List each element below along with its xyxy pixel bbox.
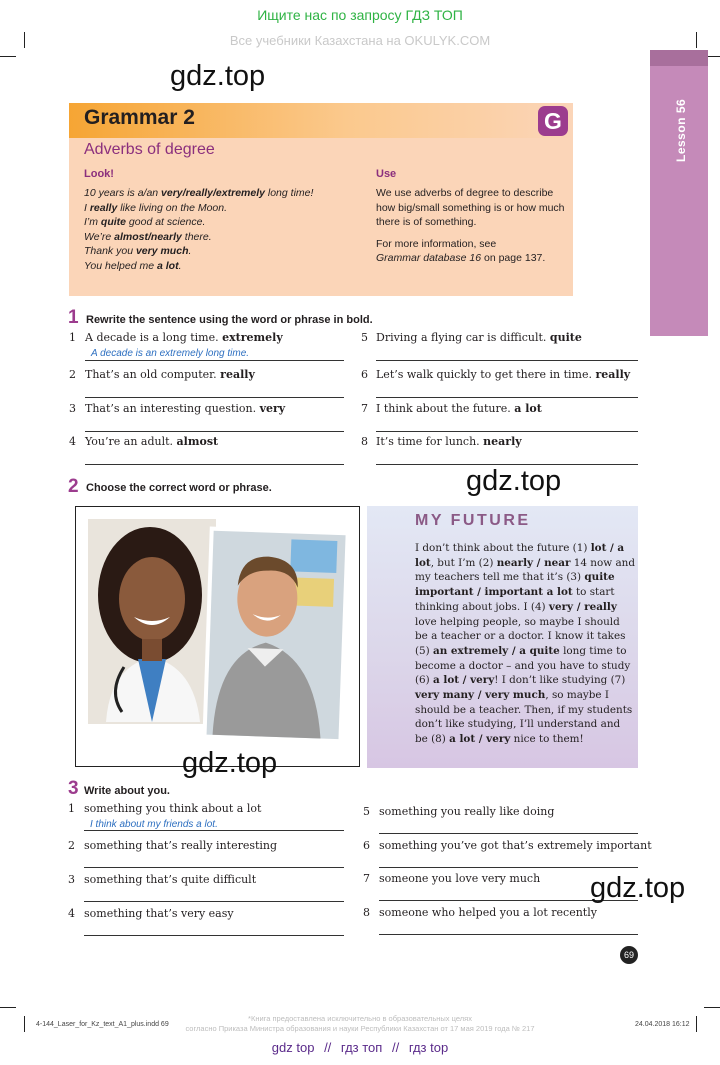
exercise-1-instruction: Rewrite the sentence using the word or phrase in bold. — [86, 314, 373, 326]
look-heading: Look! — [84, 168, 114, 180]
grammar-subtitle: Adverbs of degree — [84, 141, 215, 158]
item-keyword: extremely — [222, 331, 283, 344]
banner-site-text: Все учебники Казахстана на OKULYK.COM — [229, 33, 491, 48]
look-line: I really like living on the Moon. — [84, 201, 228, 214]
text-segment: I don’t think about the future (1) — [415, 542, 591, 554]
exercise-3-item-number: 2 — [68, 839, 75, 852]
bottom-link[interactable]: гдз топ — [340, 1040, 383, 1055]
text-segment: love helping people, so maybe I should be a teacher or a doctor. I know it takes (5) — [415, 615, 626, 657]
exercise-1-item-text — [85, 331, 283, 344]
exercise-3-item-text: something that’s really interesting — [84, 839, 278, 852]
exercise-3-item-text: something that’s very easy — [84, 907, 234, 920]
footer-date: 24.04.2018 16:12 — [635, 1021, 690, 1028]
choice-option[interactable]: nearly / near — [496, 556, 571, 569]
exercise-3-item-number: 5 — [363, 805, 370, 818]
exercise-1-item-number: 8 — [361, 435, 368, 448]
exercise-3-item-text: something you really like doing — [379, 805, 555, 818]
item-keyword: very — [259, 402, 286, 415]
exercise-3-number: 3 — [68, 778, 79, 799]
exercise-3-item-text: something you think about a lot — [84, 802, 262, 815]
look-line: 10 years is a/an very/really/extremely long time! — [84, 187, 314, 199]
use-more: For more information, see — [376, 237, 497, 250]
watermark: gdz.top — [170, 60, 266, 92]
item-keyword: really — [220, 368, 255, 381]
exercise-3-item-number: 3 — [68, 873, 75, 886]
answer-line[interactable] — [376, 431, 638, 432]
handwritten-answer: I think about my friends a lot. — [90, 819, 218, 830]
look-line: We’re almost/nearly there. — [84, 230, 212, 243]
text-segment: to start thinking about jobs. I (4) — [415, 586, 615, 613]
exercise-1-item-number: 2 — [69, 368, 76, 381]
watermark: gdz.top — [182, 747, 278, 779]
look-keyword: really — [89, 201, 118, 214]
exercise-3-item-number: 8 — [363, 906, 370, 919]
text-segment: ! I don’t like studying (7) — [494, 674, 626, 687]
footer-notice: *Книга предоставлена исключительно в образовательных целях — [248, 1014, 472, 1023]
choice-option[interactable]: lot / a lot — [415, 542, 625, 569]
exercise-1-number: 1 — [68, 307, 79, 328]
crop-mark — [696, 1016, 697, 1032]
choice-option[interactable]: an extremely / a quite — [433, 644, 560, 657]
look-keyword: very/really/extremely — [161, 187, 265, 199]
grammar-title: Grammar 2 — [84, 106, 195, 129]
exercise-1-item-number: 3 — [69, 402, 76, 415]
item-sentence: A decade is a long time. — [85, 331, 223, 344]
answer-line[interactable] — [85, 360, 344, 361]
bottom-link[interactable]: гдз top — [408, 1040, 449, 1055]
choice-option[interactable]: very / really — [548, 600, 617, 613]
exercise-1-item-number: 7 — [361, 402, 368, 415]
item-sentence: It’s time for lunch. — [376, 435, 484, 448]
exercise-3-item-number: 6 — [363, 839, 370, 852]
use-ref-tail: on page 137. — [481, 252, 546, 265]
look-line: Thank you very much. — [84, 245, 192, 258]
answer-line[interactable] — [84, 830, 344, 831]
bottom-link[interactable]: gdz top — [271, 1040, 315, 1055]
students-photo — [88, 517, 350, 748]
footer-file: 4-144_Laser_for_Kz_text_A1_plus.indd 69 — [36, 1021, 169, 1028]
text-segment: long time to become a doctor – and you have to study (6) — [415, 644, 631, 687]
lesson-label: Lesson 56 — [674, 98, 688, 162]
doctor-photo — [88, 519, 216, 724]
crop-mark — [704, 1007, 720, 1008]
handwritten-answer: A decade is an extremely long time. — [91, 348, 250, 359]
my-future-text — [415, 541, 635, 747]
exercise-1-item-number: 5 — [361, 331, 368, 344]
exercise-1-item-text — [376, 331, 582, 344]
choice-option[interactable]: a lot / very — [449, 733, 511, 746]
exercise-3-item-number: 4 — [68, 907, 75, 920]
bottom-links — [0, 1040, 720, 1055]
my-future-title: MY FUTURE — [415, 512, 531, 529]
item-keyword: really — [595, 368, 631, 381]
exercise-3-item-text: someone you love very much — [379, 872, 541, 885]
banner-search-text: Ищите нас по запросу ГДЗ ТОП — [257, 7, 463, 23]
watermark: gdz.top — [466, 465, 562, 497]
exercise-3-item-number: 7 — [363, 872, 370, 885]
watermark: gdz.top — [590, 872, 686, 904]
exercise-2-instruction: Choose the correct word or phrase. — [86, 482, 272, 494]
exercise-2-number: 2 — [68, 476, 79, 497]
answer-line[interactable] — [84, 867, 344, 868]
look-examples — [84, 186, 313, 274]
text-segment: nice to them! — [510, 733, 584, 746]
exercise-1-item-text — [85, 402, 285, 415]
answer-line[interactable] — [84, 935, 344, 936]
use-reference — [376, 237, 566, 266]
exercise-3-item-text: something that’s quite difficult — [84, 873, 257, 886]
exercise-3-item-text: something you’ve got that’s extremely important — [379, 839, 652, 852]
answer-line[interactable] — [379, 867, 638, 868]
item-keyword: almost — [176, 435, 219, 448]
crop-mark — [24, 1016, 25, 1032]
exercise-1-item-text — [85, 435, 218, 448]
item-keyword: a lot — [514, 402, 542, 415]
use-text: We use adverbs of degree to describe how big/small something is or how much there is of something. — [376, 187, 565, 229]
exercise-1-item-number: 4 — [69, 435, 76, 448]
crop-mark — [0, 56, 16, 57]
exercise-1-item-text — [376, 402, 542, 415]
answer-line[interactable] — [376, 397, 638, 398]
look-keyword: very much — [135, 245, 189, 258]
footer-notice-2: согласно Приказа Министра образования и науки Республики Казахстан от 17 мая 2019 года № 217 — [185, 1024, 535, 1033]
choice-option[interactable]: quite important / important a lot — [415, 571, 615, 599]
look-line: You helped me a lot. — [84, 259, 182, 272]
answer-line[interactable] — [85, 397, 344, 398]
exercise-1-item-number: 6 — [361, 368, 368, 381]
look-keyword: a lot — [156, 259, 179, 272]
look-keyword: almost/nearly — [114, 230, 182, 243]
link-separator: // — [391, 1040, 400, 1055]
student-photo — [202, 527, 349, 744]
answer-line[interactable] — [85, 431, 344, 432]
item-sentence: That’s an interesting question. — [85, 402, 260, 415]
look-line: I’m quite good at science. — [84, 216, 206, 229]
item-sentence: Let’s walk quickly to get there in time. — [376, 368, 596, 381]
look-keyword: quite — [100, 216, 127, 229]
text-segment: , so maybe I should be a teacher. Then, if my students don’t like studying, I’ll understand and be (8) — [415, 689, 633, 746]
exercise-1-item-text — [376, 368, 630, 381]
exercise-3-item-text: someone who helped you a lot recently — [379, 906, 597, 919]
item-sentence: That’s an old computer. — [85, 368, 221, 381]
answer-line[interactable] — [84, 901, 344, 902]
answer-line[interactable] — [85, 464, 344, 465]
item-keyword: nearly — [483, 435, 522, 448]
use-heading: Use — [376, 168, 397, 180]
use-explanation — [376, 186, 566, 266]
answer-line[interactable] — [376, 360, 638, 361]
page-number: 69 — [620, 946, 638, 964]
crop-mark — [0, 1007, 16, 1008]
grammar-badge-icon: G — [538, 106, 568, 136]
choice-option[interactable]: very many / very much — [415, 689, 546, 702]
link-separator: // — [324, 1040, 332, 1055]
exercise-1-item-number: 1 — [69, 331, 76, 344]
item-sentence: You’re an adult. — [85, 435, 177, 448]
text-segment: 14 now and my teachers tell me that it’s (3) — [415, 556, 635, 584]
exercise-1-item-text — [85, 368, 255, 381]
exercise-3-instruction: Write about you. — [84, 785, 170, 797]
answer-line[interactable] — [379, 833, 638, 834]
choice-option[interactable]: a lot / very — [433, 674, 495, 687]
text-segment: , but I’m (2) — [430, 556, 497, 569]
use-ref-link: Grammar database 16 — [376, 252, 482, 265]
item-sentence: Driving a flying car is difficult. — [376, 331, 550, 344]
item-keyword: quite — [549, 331, 582, 344]
item-sentence: I think about the future. — [376, 402, 515, 415]
exercise-1-item-text — [376, 435, 522, 448]
exercise-3-item-number: 1 — [68, 802, 75, 815]
answer-line[interactable] — [379, 934, 638, 935]
